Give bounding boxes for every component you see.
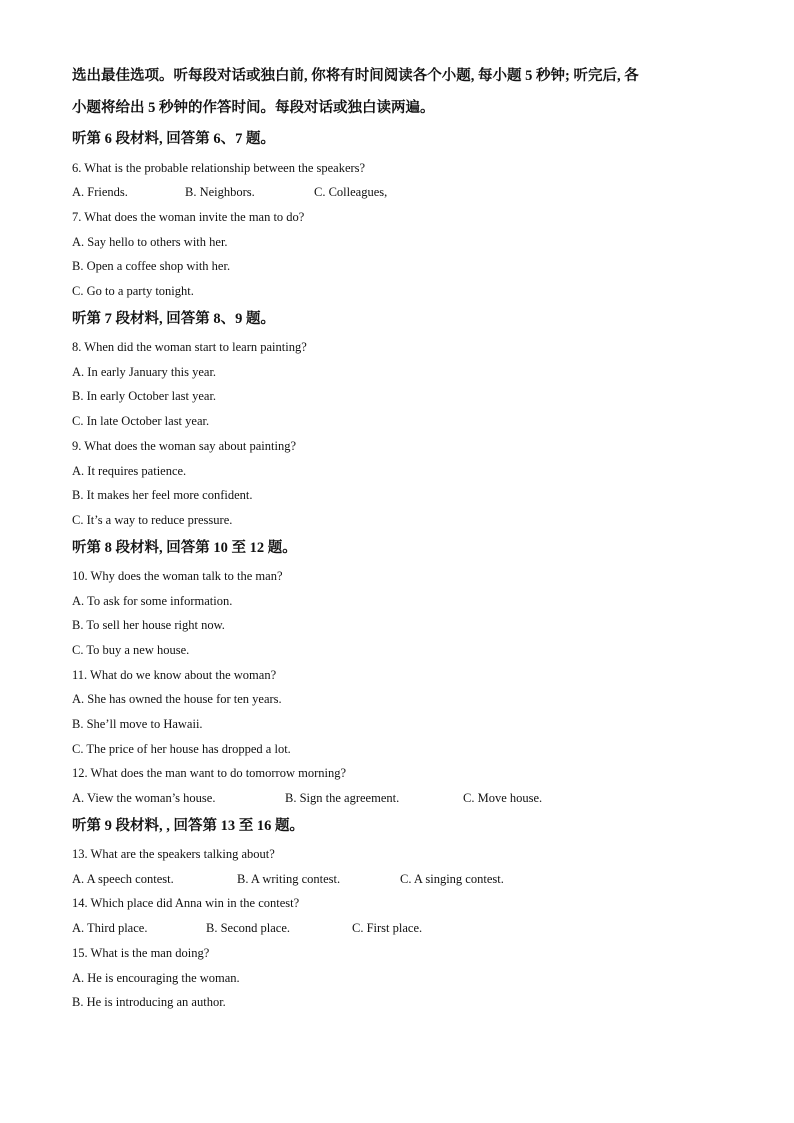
option-a: A. In early January this year.: [72, 365, 217, 379]
option-b: B. She’ll move to Hawaii.: [72, 717, 203, 731]
option-b: B. A writing contest.: [237, 872, 341, 886]
option-a: A. Say hello to others with her.: [72, 235, 228, 249]
option-a: A. He is encouraging the woman.: [72, 971, 240, 985]
question-6: 6. What is the probable relationship between the speakers?: [72, 161, 366, 175]
option-c: C. The price of her house has dropped a lot.: [72, 742, 291, 756]
option-c: C. First place.: [352, 921, 423, 935]
option-a: A. A speech contest.: [72, 872, 174, 886]
section-heading: 听第 8 段材料, 回答第 10 至 12 题。: [72, 540, 297, 556]
question-11: 11. What do we know about the woman?: [72, 668, 277, 682]
option-c: C. Colleagues,: [314, 185, 388, 199]
option-a: A. View the woman’s house.: [72, 791, 216, 805]
question-12: 12. What does the man want to do tomorrow morning?: [72, 766, 347, 780]
question-9: 9. What does the woman say about painting?: [72, 439, 297, 453]
option-b: B. Open a coffee shop with her.: [72, 259, 231, 273]
question-7: 7. What does the woman invite the man to do?: [72, 210, 305, 224]
option-b: B. Neighbors.: [185, 185, 255, 199]
section-heading: 听第 7 段材料, 回答第 8、9 题。: [72, 311, 275, 327]
option-a: A. Friends.: [72, 185, 128, 199]
option-a: A. She has owned the house for ten years.: [72, 692, 282, 706]
option-b: B. It makes her feel more confident.: [72, 488, 253, 502]
question-10: 10. Why does the woman talk to the man?: [72, 569, 283, 583]
option-b: B. To sell her house right now.: [72, 618, 225, 632]
question-13: 13. What are the speakers talking about?: [72, 847, 275, 861]
option-c: C. A singing contest.: [400, 872, 504, 886]
intro-line-1: 选出最佳选项。听每段对话或独白前, 你将有时间阅读各个小题, 每小题 5 秒钟; 听完后, 各: [72, 68, 639, 84]
option-c: C. Move house.: [463, 791, 543, 805]
question-14: 14. Which place did Anna win in the contest?: [72, 896, 300, 910]
option-a: A. It requires patience.: [72, 464, 187, 478]
section-heading: 听第 6 段材料, 回答第 6、7 题。: [72, 131, 275, 147]
option-a: A. Third place.: [72, 921, 148, 935]
option-c: C. In late October last year.: [72, 414, 210, 428]
option-c: C. It’s a way to reduce pressure.: [72, 513, 233, 527]
option-b: B. Sign the agreement.: [285, 791, 400, 805]
question-8: 8. When did the woman start to learn painting?: [72, 340, 307, 354]
option-a: A. To ask for some information.: [72, 594, 233, 608]
option-c: C. Go to a party tonight.: [72, 284, 194, 298]
option-b: B. Second place.: [206, 921, 291, 935]
option-b: B. He is introducing an author.: [72, 995, 226, 1009]
option-b: B. In early October last year.: [72, 389, 217, 403]
question-15: 15. What is the man doing?: [72, 946, 210, 960]
option-c: C. To buy a new house.: [72, 643, 190, 657]
section-heading: 听第 9 段材料, , 回答第 13 至 16 题。: [72, 818, 304, 834]
intro-line-2: 小题将给出 5 秒钟的作答时间。每段对话或独白读两遍。: [72, 100, 435, 116]
